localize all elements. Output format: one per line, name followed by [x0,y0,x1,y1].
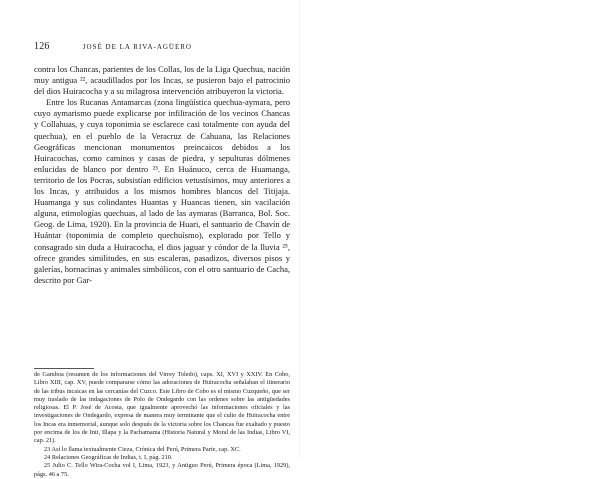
paragraph: Entre los Rucanas Antamarcas (zona lingüística quechua-aymara, pero cuyo aymarismo puede explicarse por infiltración de los vecinos Chancas y Collahuas, y cuya toponimia se esclarece casi totalmente con ayuda del quechua), en el pueblo de la Veracruz de Cahuana, las Relaciones Geográficas mencionan monumentos preincaicos debidos a los Huiracochas, como caminos y casas de piedra, y sepulturas dólmenes enlucidas de blanco por dentro ²³. En Huánuco, cerca de Huamanga, territorio de los Pocras, subsistían edificios vetustísimos, muy anteriores a los Incas, y atribuidos a los mismos hombres blancos del Titijaja. Huamanga y sus colindantes Huantas y Huancas tienen, sin vacilación alguna, etimologías quechuas, al lado de las aymaras (Barranca, Bol. Soc. Geog. de Lima, 1920). En la provincia de Huari, el santuario de Chavín de Huántar (toponimia de completo quechuísmo), explorado por Tello y consagrado sin duda a Huiracocha, el dios jaguar y cóndor de la lluvia ²⁵, ofrece grandes similitudes, en sus escaleras, pasadizos, diversos pisos y galerías, hornacinas y animales simbólicos, con el otro santuario de Cacha, descrito por Gar- [34,97,290,285]
left-footnotes [34,371,290,479]
footnote-rule [34,368,94,369]
footnote: de Gamboa (resumen de los informaciones del Virrey Toledo), caps. XI, XVI y XXIV. En Cobo, Libro XIII, cap. XV, puede compararse cómo las adoraciones de Huiracocha señalaban el itinerario de las tribus incaicas en las cercanías del Cuzco. Este Libro de Cobo es el mismo Cuzqueño, que ser muy traslado de las indagaciones de Polo de Ondegardo con las ordenes sobre las antigüedades religiosas. El P. José de Acosta, que igualmente aprovechó las informaciones oficiales y las investigaciones de Ondegardo, expresa de manera muy terminante que el culto de Huiracocha entre los Incas era inmemorial, aunque solo después de la victoria sobre los Chancas fue exaltado y puesto por encima de los de Inti, Illapa y la Pachamama (Historia Natural y Moral de las Indias, Libro VI, cap. 21). [34,371,290,445]
left-page-number: 126 [34,41,50,52]
paragraph: contra los Chancas, parientes de los Collas, los de la Liga Quechua, nación muy antigua ²², acaudillados por los Incas, se pusieron bajo el patrocinio del dios Huiracocha y a su milagrosa intervención atribuyeron la victoria. [34,64,290,97]
footnote: 25 Julio C. Tello Wira-Cocha vol I, Lima, 1923, y Antiguo Perú, Primera época (Lima, 1929), págs. 46 a 75. [34,462,290,478]
left-body-text [34,64,290,286]
right-page [300,0,600,458]
left-running-head: JOSÉ DE LA RIVA-AGÜERO [82,43,192,51]
footnote: 24 Relaciones Geográficas de Indias, t. I, pág. 210. [44,453,173,461]
left-page-header [34,41,292,52]
footnote: 23 Así lo llama textualmente Cieza, Crónica del Perú, Primera Parte, cap. XC. [44,445,241,453]
left-page [0,0,300,478]
